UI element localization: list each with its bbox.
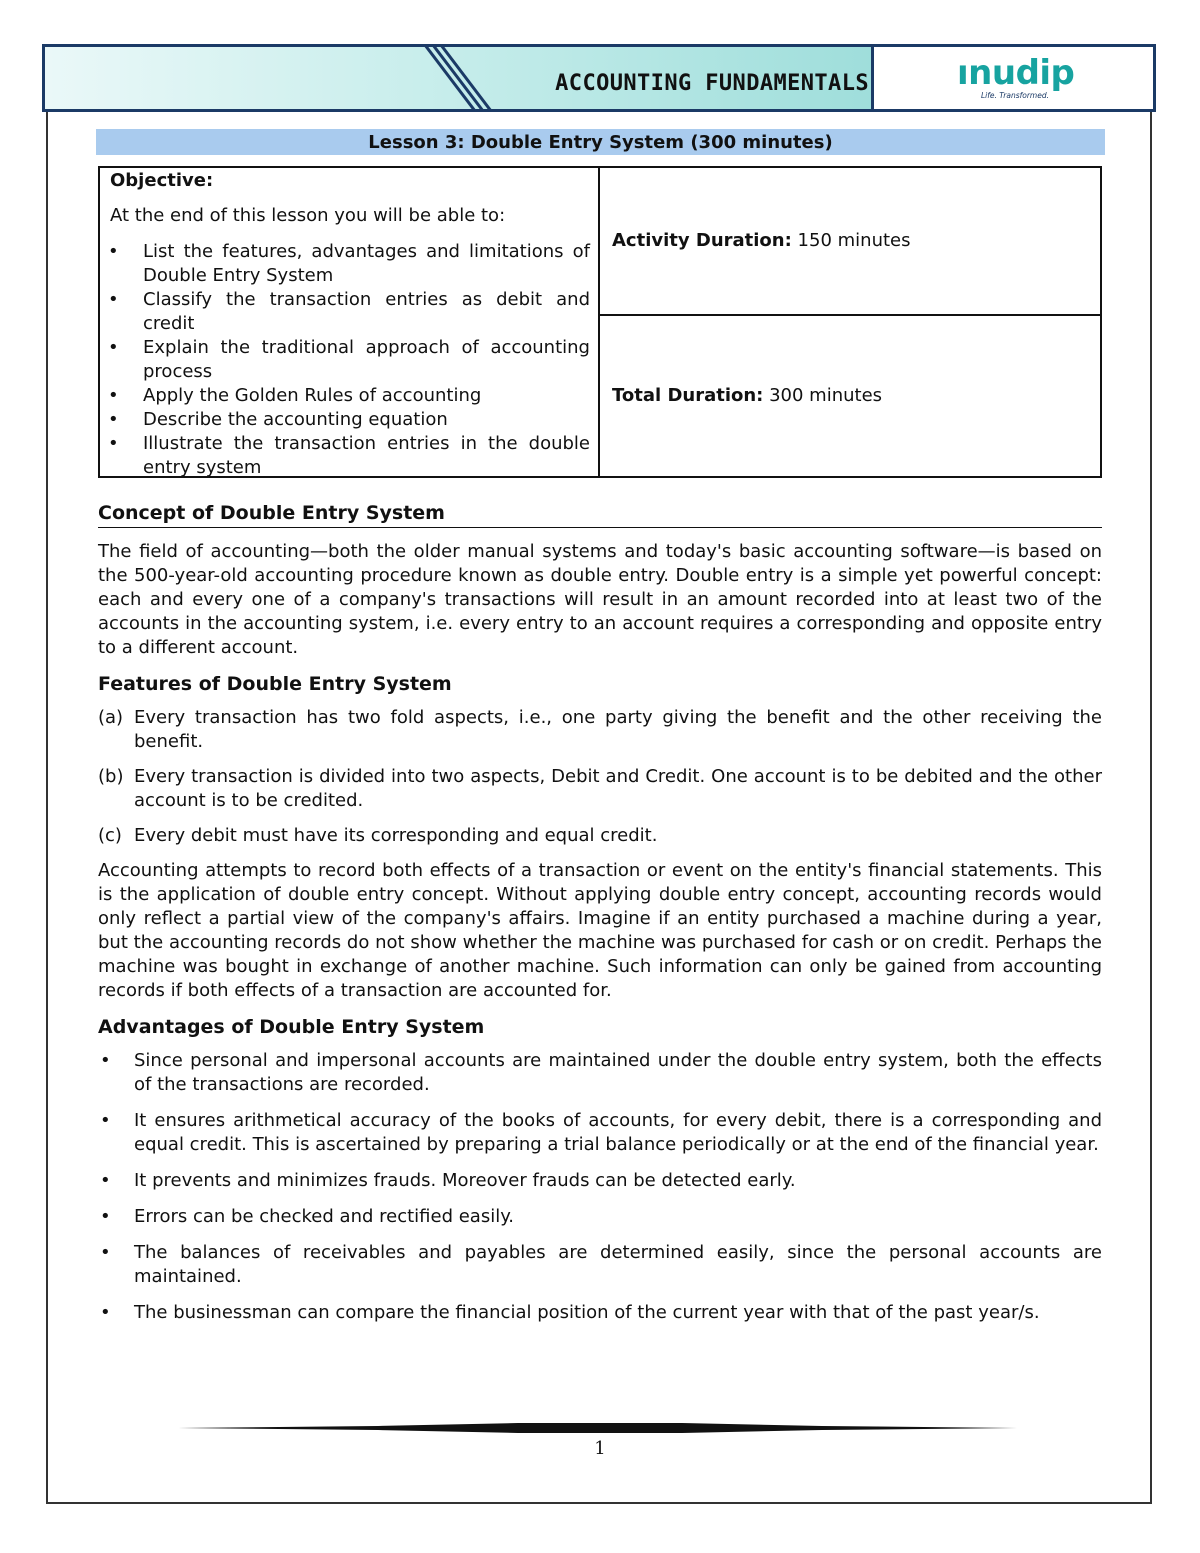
objective-item: • Describe the accounting equation xyxy=(100,408,596,432)
activity-duration-cell xyxy=(600,168,1100,316)
feature-item xyxy=(98,765,1102,813)
advantage-item: • It prevents and minimizes frauds. Moreover frauds can be detected early. xyxy=(98,1169,1102,1193)
features-paragraph: Accounting attempts to record both effects of a transaction or event on the entity's financial statements. This is the application of double entry concept. Without applying double entry concept, accounting records would only reflect a partial view of the company's affairs. Imagine if an entity purchased a machine during a year, but the accounting records do not show whether the machine was purchased for cash or on credit. Perhaps the machine was bought in exchange of another machine. Such information can only be gained from accounting records if both effects of a transaction are accounted for. xyxy=(98,860,1102,1001)
activity-duration-label: Activity Duration: xyxy=(612,230,792,251)
objective-item: • List the features, advantages and limitations of Double Entry System xyxy=(100,240,596,288)
concept-heading: Concept of Double Entry System xyxy=(98,500,1102,528)
total-duration-value: 300 minutes xyxy=(763,385,883,406)
objective-cell xyxy=(100,168,600,476)
feature-item xyxy=(98,824,1102,848)
total-duration-label: Total Duration: xyxy=(612,385,764,406)
feature-text: Every transaction is divided into two aspects, Debit and Credit. One account is to be debited and the other account is to be credited. xyxy=(134,766,1102,811)
total-duration xyxy=(612,385,882,406)
concept-paragraph: The field of accounting—both the older manual systems and today's basic accounting software—is based on the 500-year-old accounting procedure known as double entry. Double entry is a simple yet powerful concept: each and every one of a company's transactions will result in an amount recorded into at least two of the accounts in the accounting system, i.e. every entry to an account requires a corresponding and opposite entry to a different account. xyxy=(98,541,1102,658)
objective-intro: At the end of this lesson you will be able to: xyxy=(110,205,506,226)
feature-text: Every debit must have its corresponding and equal credit. xyxy=(134,825,658,846)
page-number: 1 xyxy=(594,1438,606,1459)
logo-tagline: Life. Transformed. xyxy=(981,91,1050,100)
advantages-list xyxy=(98,1049,1102,1325)
objective-heading: Objective: xyxy=(110,170,214,191)
nudip-logo xyxy=(955,53,1085,103)
advantage-item: • The balances of receivables and payables are determined easily, since the personal accounts are maintained. xyxy=(98,1241,1102,1289)
objective-list xyxy=(100,240,596,480)
activity-duration-value: 150 minutes xyxy=(791,230,911,251)
feature-label: (c) xyxy=(98,825,122,846)
activity-duration xyxy=(612,230,911,251)
feature-text: Every transaction has two fold aspects, i.e., one party giving the benefit and the other receiving the benefit. xyxy=(134,707,1102,752)
advantage-item: • Since personal and impersonal accounts are maintained under the double entry system, both the effects of the transactions are recorded. xyxy=(98,1049,1102,1097)
feature-label: (a) xyxy=(98,707,124,728)
advantage-item: • It ensures arithmetical accuracy of the books of accounts, for every debit, there is a corresponding and equal credit. This is ascertained by preparing a trial balance periodically or at the end of the financial year. xyxy=(98,1109,1102,1157)
advantage-item: • Errors can be checked and rectified easily. xyxy=(98,1205,1102,1229)
advantage-item: • The businessman can compare the financial position of the current year with that of the past year/s. xyxy=(98,1301,1102,1325)
total-duration-cell xyxy=(600,316,1100,476)
objective-item: • Apply the Golden Rules of accounting xyxy=(100,384,596,408)
footer-rule xyxy=(178,1418,1022,1438)
header-title: ACCOUNTING FUNDAMENTALS xyxy=(555,71,869,96)
feature-label: (b) xyxy=(98,766,124,787)
objective-item: • Illustrate the transaction entries in the double entry system xyxy=(100,432,596,480)
lesson-title: Lesson 3: Double Entry System (300 minutes) xyxy=(96,129,1105,155)
advantages-heading: Advantages of Double Entry System xyxy=(98,1016,485,1038)
header-divider xyxy=(871,47,874,109)
features-heading: Features of Double Entry System xyxy=(98,673,452,695)
document-header xyxy=(42,44,1156,112)
objective-item: • Classify the transaction entries as debit and credit xyxy=(100,288,596,336)
objective-table xyxy=(98,166,1102,478)
document-body xyxy=(98,500,1102,1337)
objective-item: • Explain the traditional approach of accounting process xyxy=(100,336,596,384)
feature-item xyxy=(98,706,1102,754)
logo-wordmark: ınudip xyxy=(957,53,1075,93)
